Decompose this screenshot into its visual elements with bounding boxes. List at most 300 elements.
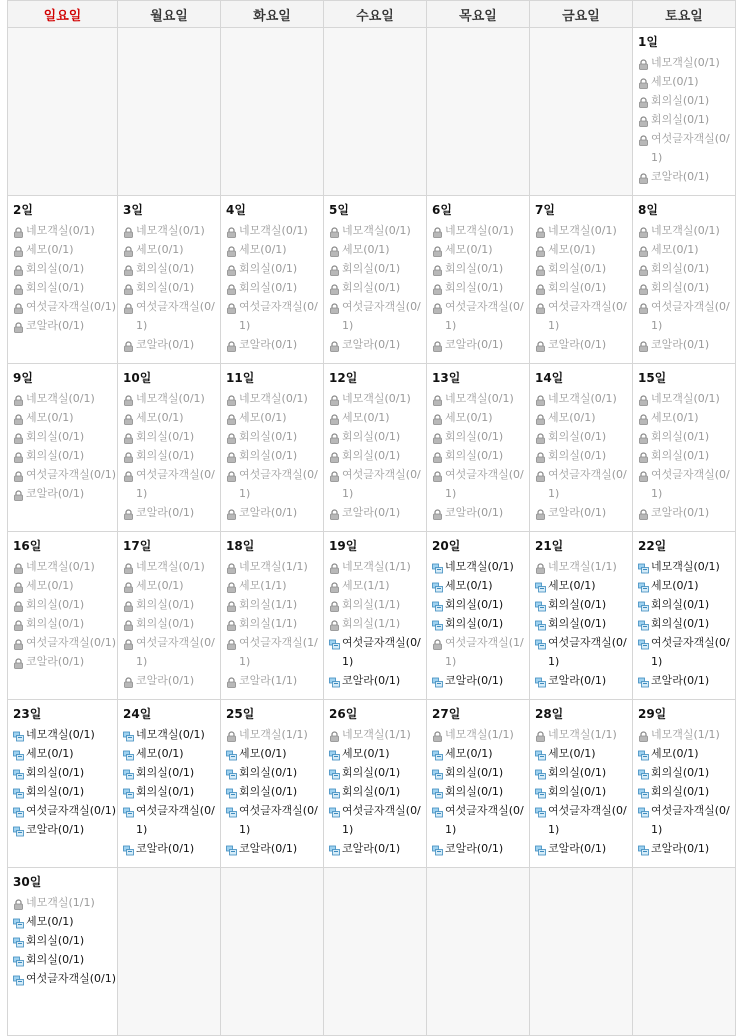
- room-label: 네모객실(0/1): [342, 392, 411, 405]
- weekday-sunday: 일요일: [8, 1, 118, 28]
- calendar-empty-cell: [427, 28, 530, 196]
- room-status-item: [432, 465, 529, 503]
- lock-icon: [123, 282, 134, 293]
- room-booking-link[interactable]: [638, 839, 735, 858]
- lock-icon: [13, 450, 24, 461]
- room-booking-link[interactable]: [329, 744, 426, 763]
- room-label: 회의실(0/1): [650, 617, 710, 630]
- lock-icon: [535, 431, 546, 442]
- calendar-day-cell: [324, 700, 427, 868]
- lock-icon: [329, 225, 340, 236]
- room-booking-link[interactable]: [432, 782, 529, 801]
- room-booking-link[interactable]: [638, 633, 735, 671]
- room-label: 세모(0/1): [650, 411, 699, 424]
- room-label: 회의실(0/1): [136, 785, 195, 798]
- room-label: 회의실(0/1): [547, 262, 607, 275]
- calendar-empty-cell: [118, 28, 221, 196]
- room-label: 회의실(0/1): [26, 598, 85, 611]
- room-booking-link[interactable]: [535, 782, 632, 801]
- lock-icon: [638, 393, 649, 404]
- room-label: 세모(0/1): [136, 747, 184, 760]
- open-room-icon: [329, 637, 340, 648]
- lock-icon: [432, 469, 443, 480]
- calendar-day-cell: [8, 700, 118, 868]
- lock-icon: [226, 339, 237, 350]
- room-booking-link[interactable]: [123, 763, 220, 782]
- room-label: 회의실(0/1): [445, 598, 504, 611]
- room-booking-link[interactable]: [638, 744, 735, 763]
- lock-icon: [638, 729, 649, 740]
- room-label: 회의실(0/1): [650, 449, 710, 462]
- open-room-icon: [432, 599, 443, 610]
- room-status-item: [329, 408, 426, 427]
- room-booking-link[interactable]: [329, 671, 426, 690]
- room-status-item: [329, 503, 426, 522]
- lock-icon: [226, 675, 237, 686]
- open-room-icon: [13, 729, 24, 740]
- calendar-day-cell: [221, 532, 324, 700]
- room-label: 세모(0/1): [650, 579, 699, 592]
- room-label: 회의실(0/1): [136, 430, 195, 443]
- day-number: 4일: [226, 203, 246, 217]
- calendar-day-cell: [529, 196, 632, 364]
- room-label: 코알라(0/1): [547, 506, 607, 519]
- lock-icon: [329, 618, 340, 629]
- weekday-thursday: 목요일: [427, 1, 530, 28]
- lock-icon: [123, 507, 134, 518]
- room-booking-link[interactable]: [329, 633, 426, 671]
- room-status-item: [638, 503, 735, 522]
- open-room-icon: [13, 748, 24, 759]
- calendar-week-row: [8, 532, 736, 700]
- lock-icon: [432, 282, 443, 293]
- calendar-day-cell: [8, 364, 118, 532]
- room-label: 여섯글자객실(0/1): [342, 468, 421, 500]
- lock-icon: [226, 507, 237, 518]
- room-label: 코알라(0/1): [547, 338, 607, 351]
- room-label: 여섯글자객실(0/1): [650, 468, 730, 500]
- room-label: 회의실(0/1): [239, 449, 298, 462]
- room-label: 여섯글자객실(0/1): [650, 300, 730, 332]
- room-status-item: [638, 278, 735, 297]
- room-label: 세모(0/1): [342, 243, 390, 256]
- day-number: 11일: [226, 371, 255, 385]
- lock-icon: [535, 225, 546, 236]
- open-room-icon: [329, 786, 340, 797]
- lock-icon: [638, 507, 649, 518]
- room-booking-link[interactable]: [432, 763, 529, 782]
- room-label: 네모객실(1/1): [239, 728, 308, 741]
- room-booking-link[interactable]: [638, 801, 735, 839]
- lock-icon: [638, 225, 649, 236]
- room-booking-link[interactable]: [13, 782, 117, 801]
- room-booking-link[interactable]: [13, 801, 117, 820]
- day-number: 13일: [432, 371, 461, 385]
- calendar-empty-cell: [8, 28, 118, 196]
- calendar-day-cell: [324, 532, 427, 700]
- room-label: 회의실(0/1): [239, 766, 298, 779]
- room-booking-link[interactable]: [226, 744, 323, 763]
- room-booking-link[interactable]: [535, 744, 632, 763]
- room-status-item: [123, 503, 220, 522]
- room-booking-link[interactable]: [123, 839, 220, 858]
- room-booking-link[interactable]: [329, 801, 426, 839]
- lock-icon: [226, 561, 237, 572]
- open-room-icon: [638, 786, 649, 797]
- calendar-week-row: [8, 700, 736, 868]
- room-status-item: [638, 167, 735, 186]
- lock-icon: [13, 412, 24, 423]
- room-booking-link[interactable]: [432, 576, 529, 595]
- room-booking-link[interactable]: [432, 839, 529, 858]
- room-label: 네모객실(1/1): [239, 560, 308, 573]
- open-room-icon: [535, 599, 546, 610]
- room-status-item: [638, 446, 735, 465]
- day-number: 15일: [637, 371, 667, 385]
- open-room-icon: [123, 805, 134, 816]
- lock-icon: [123, 412, 134, 423]
- lock-icon: [226, 263, 237, 274]
- room-status-item: [226, 240, 323, 259]
- room-status-item: [226, 221, 323, 240]
- room-label: 네모객실(0/1): [26, 224, 95, 237]
- open-room-icon: [13, 973, 24, 984]
- day-number: 12일: [329, 371, 358, 385]
- calendar-day-cell: [324, 196, 427, 364]
- room-label: 세모(1/1): [342, 579, 390, 592]
- room-status-item: [535, 389, 632, 408]
- open-room-icon: [535, 805, 546, 816]
- room-label: 세모(0/1): [547, 243, 596, 256]
- room-label: 여섯글자객실(0/1): [547, 300, 627, 332]
- day-number: 23일: [13, 707, 42, 721]
- open-room-icon: [638, 805, 649, 816]
- room-status-item: [432, 725, 529, 744]
- room-status-item: [123, 408, 220, 427]
- open-room-icon: [432, 675, 443, 686]
- room-status-item: [535, 427, 632, 446]
- room-booking-link[interactable]: [535, 595, 632, 614]
- lock-icon: [329, 507, 340, 518]
- room-booking-link[interactable]: [638, 595, 735, 614]
- open-room-icon: [226, 843, 237, 854]
- room-status-item: [638, 91, 735, 110]
- room-booking-link[interactable]: [123, 744, 220, 763]
- room-label: 코알라(0/1): [342, 842, 401, 855]
- room-booking-link[interactable]: [329, 782, 426, 801]
- room-booking-link[interactable]: [638, 557, 735, 576]
- room-booking-link[interactable]: [432, 595, 529, 614]
- room-booking-link[interactable]: [13, 969, 117, 988]
- room-label: 회의실(0/1): [26, 449, 85, 462]
- room-booking-link[interactable]: [638, 671, 735, 690]
- room-booking-link[interactable]: [535, 839, 632, 858]
- lock-icon: [535, 450, 546, 461]
- day-number: 2일: [13, 203, 33, 217]
- room-label: 코알라(0/1): [342, 674, 401, 687]
- open-room-icon: [13, 916, 24, 927]
- room-label: 회의실(0/1): [650, 113, 710, 126]
- room-status-item: [432, 427, 529, 446]
- room-label: 여섯글자객실(0/1): [650, 132, 730, 164]
- room-label: 회의실(0/1): [445, 262, 504, 275]
- room-label: 네모객실(0/1): [547, 224, 617, 237]
- open-room-icon: [535, 675, 546, 686]
- room-label: 여섯글자객실(1/1): [445, 636, 524, 668]
- lock-icon: [226, 729, 237, 740]
- room-status-item: [13, 484, 117, 503]
- lock-icon: [638, 450, 649, 461]
- lock-icon: [535, 469, 546, 480]
- lock-icon: [638, 339, 649, 350]
- room-status-item: [123, 614, 220, 633]
- room-label: 회의실(0/1): [650, 94, 710, 107]
- calendar-day-cell: [632, 700, 735, 868]
- room-booking-link[interactable]: [329, 839, 426, 858]
- room-label: 네모객실(0/1): [650, 56, 720, 69]
- open-room-icon: [638, 767, 649, 778]
- room-booking-link[interactable]: [638, 614, 735, 633]
- room-booking-link[interactable]: [226, 839, 323, 858]
- room-label: 회의실(0/1): [650, 598, 710, 611]
- room-status-item: [123, 576, 220, 595]
- room-label: 여섯글자객실(1/1): [239, 636, 318, 668]
- room-status-item: [226, 465, 323, 503]
- room-booking-link[interactable]: [329, 763, 426, 782]
- calendar-empty-cell: [529, 868, 632, 1036]
- room-label: 회의실(0/1): [342, 262, 401, 275]
- lock-icon: [329, 450, 340, 461]
- room-label: 회의실(0/1): [342, 430, 401, 443]
- room-label: 여섯글자객실(0/1): [445, 468, 524, 500]
- room-booking-link[interactable]: [123, 725, 220, 744]
- open-room-icon: [535, 843, 546, 854]
- room-status-item: [329, 389, 426, 408]
- lock-icon: [13, 599, 24, 610]
- room-label: 회의실(0/1): [547, 598, 607, 611]
- open-room-icon: [13, 954, 24, 965]
- open-room-icon: [329, 748, 340, 759]
- lock-icon: [432, 507, 443, 518]
- lock-icon: [226, 618, 237, 629]
- open-room-icon: [13, 935, 24, 946]
- weekday-monday: 월요일: [118, 1, 221, 28]
- calendar: [7, 0, 741, 1036]
- lock-icon: [123, 301, 134, 312]
- open-room-icon: [329, 767, 340, 778]
- room-label: 여섯글자객실(0/1): [26, 300, 117, 313]
- room-booking-link[interactable]: [226, 763, 323, 782]
- room-label: 세모(0/1): [342, 411, 390, 424]
- room-label: 네모객실(0/1): [239, 224, 308, 237]
- room-label: 회의실(0/1): [650, 766, 710, 779]
- room-label: 네모객실(0/1): [445, 560, 514, 573]
- room-booking-link[interactable]: [13, 912, 117, 931]
- day-number: 19일: [329, 539, 358, 553]
- lock-icon: [226, 244, 237, 255]
- room-status-item: [535, 503, 632, 522]
- room-label: 여섯글자객실(0/1): [342, 804, 421, 836]
- room-label: 여섯글자객실(0/1): [445, 300, 524, 332]
- lock-icon: [123, 263, 134, 274]
- room-label: 코알라(0/1): [445, 674, 504, 687]
- room-booking-link[interactable]: [535, 614, 632, 633]
- room-status-item: [13, 259, 117, 278]
- room-label: 회의실(1/1): [342, 598, 401, 611]
- room-label: 회의실(1/1): [342, 617, 401, 630]
- room-label: 여섯글자객실(0/1): [547, 636, 627, 668]
- room-status-item: [329, 259, 426, 278]
- lock-icon: [432, 393, 443, 404]
- room-label: 코알라(0/1): [239, 338, 298, 351]
- open-room-icon: [638, 618, 649, 629]
- lock-icon: [432, 412, 443, 423]
- lock-icon: [13, 301, 24, 312]
- room-booking-link[interactable]: [123, 782, 220, 801]
- room-status-item: [638, 53, 735, 72]
- lock-icon: [13, 320, 24, 331]
- room-label: 회의실(0/1): [547, 281, 607, 294]
- room-status-item: [13, 614, 117, 633]
- calendar-day-cell: [118, 532, 221, 700]
- room-booking-link[interactable]: [638, 763, 735, 782]
- room-label: 회의실(1/1): [239, 617, 298, 630]
- room-label: 네모객실(0/1): [26, 728, 95, 741]
- room-label: 여섯글자객실(0/1): [239, 300, 318, 332]
- calendar-body: [8, 28, 736, 1036]
- room-status-item: [432, 240, 529, 259]
- room-booking-link[interactable]: [535, 576, 632, 595]
- room-booking-link[interactable]: [13, 763, 117, 782]
- room-label: 네모객실(1/1): [650, 728, 720, 741]
- room-booking-link[interactable]: [535, 763, 632, 782]
- day-number: 29일: [637, 707, 667, 721]
- room-label: 코알라(0/1): [650, 506, 710, 519]
- room-booking-link[interactable]: [13, 820, 117, 839]
- room-label: 코알라(0/1): [239, 506, 298, 519]
- calendar-empty-cell: [118, 868, 221, 1036]
- room-booking-link[interactable]: [535, 633, 632, 671]
- open-room-icon: [13, 786, 24, 797]
- lock-icon: [329, 393, 340, 404]
- room-booking-link[interactable]: [226, 782, 323, 801]
- room-booking-link[interactable]: [432, 557, 529, 576]
- room-status-item: [13, 557, 117, 576]
- room-label: 코알라(0/1): [445, 506, 504, 519]
- lock-icon: [123, 450, 134, 461]
- room-status-item: [123, 427, 220, 446]
- room-booking-link[interactable]: [432, 744, 529, 763]
- open-room-icon: [432, 580, 443, 591]
- room-booking-link[interactable]: [432, 671, 529, 690]
- room-label: 세모(0/1): [136, 411, 184, 424]
- calendar-day-cell: [8, 868, 118, 1036]
- room-label: 회의실(0/1): [547, 785, 607, 798]
- room-booking-link[interactable]: [432, 614, 529, 633]
- open-room-icon: [123, 786, 134, 797]
- lock-icon: [432, 431, 443, 442]
- lock-icon: [13, 431, 24, 442]
- room-label: 코알라(0/1): [26, 655, 85, 668]
- room-label: 여섯글자객실(0/1): [26, 804, 117, 817]
- room-booking-link[interactable]: [123, 801, 220, 839]
- room-label: 여섯글자객실(0/1): [239, 804, 318, 836]
- calendar-day-cell: [221, 700, 324, 868]
- lock-icon: [432, 450, 443, 461]
- room-label: 회의실(0/1): [136, 598, 195, 611]
- room-label: 회의실(0/1): [445, 766, 504, 779]
- room-booking-link[interactable]: [638, 576, 735, 595]
- room-status-item: [432, 446, 529, 465]
- lock-icon: [638, 171, 649, 182]
- room-label: 여섯글자객실(0/1): [136, 636, 215, 668]
- lock-icon: [432, 339, 443, 350]
- room-status-item: [13, 633, 117, 652]
- room-status-item: [535, 297, 632, 335]
- day-number: 6일: [432, 203, 452, 217]
- room-status-item: [535, 259, 632, 278]
- open-room-icon: [535, 767, 546, 778]
- lock-icon: [226, 469, 237, 480]
- open-room-icon: [535, 748, 546, 759]
- calendar-day-cell: [632, 532, 735, 700]
- lock-icon: [13, 469, 24, 480]
- room-booking-link[interactable]: [13, 931, 117, 950]
- room-booking-link[interactable]: [13, 950, 117, 969]
- day-number: 16일: [13, 539, 42, 553]
- room-booking-link[interactable]: [638, 782, 735, 801]
- room-label: 세모(0/1): [26, 915, 74, 928]
- room-booking-link[interactable]: [432, 801, 529, 839]
- day-number: 24일: [123, 707, 152, 721]
- day-number: 21일: [534, 539, 564, 553]
- room-booking-link[interactable]: [13, 744, 117, 763]
- room-label: 회의실(0/1): [136, 617, 195, 630]
- room-booking-link[interactable]: [535, 671, 632, 690]
- room-status-item: [226, 408, 323, 427]
- room-label: 여섯글자객실(0/1): [547, 468, 627, 500]
- calendar-day-cell: [118, 196, 221, 364]
- open-room-icon: [432, 767, 443, 778]
- calendar-day-cell: [529, 364, 632, 532]
- lock-icon: [432, 729, 443, 740]
- day-number: 5일: [329, 203, 349, 217]
- room-label: 코알라(0/1): [547, 842, 607, 855]
- room-status-item: [638, 110, 735, 129]
- room-booking-link[interactable]: [13, 725, 117, 744]
- room-label: 네모객실(1/1): [445, 728, 514, 741]
- room-label: 세모(0/1): [239, 411, 287, 424]
- weekday-header-row: [8, 1, 736, 28]
- open-room-icon: [432, 561, 443, 572]
- room-booking-link[interactable]: [226, 801, 323, 839]
- room-label: 회의실(0/1): [650, 430, 710, 443]
- room-label: 세모(0/1): [26, 579, 74, 592]
- room-status-item: [535, 725, 632, 744]
- room-label: 네모객실(0/1): [26, 392, 95, 405]
- lock-icon: [123, 469, 134, 480]
- calendar-day-cell: [632, 364, 735, 532]
- room-status-item: [13, 240, 117, 259]
- room-label: 세모(0/1): [547, 747, 596, 760]
- room-booking-link[interactable]: [535, 801, 632, 839]
- open-room-icon: [226, 767, 237, 778]
- room-status-item: [432, 503, 529, 522]
- room-label: 코알라(0/1): [136, 674, 195, 687]
- room-status-item: [638, 389, 735, 408]
- lock-icon: [329, 301, 340, 312]
- lock-icon: [226, 301, 237, 312]
